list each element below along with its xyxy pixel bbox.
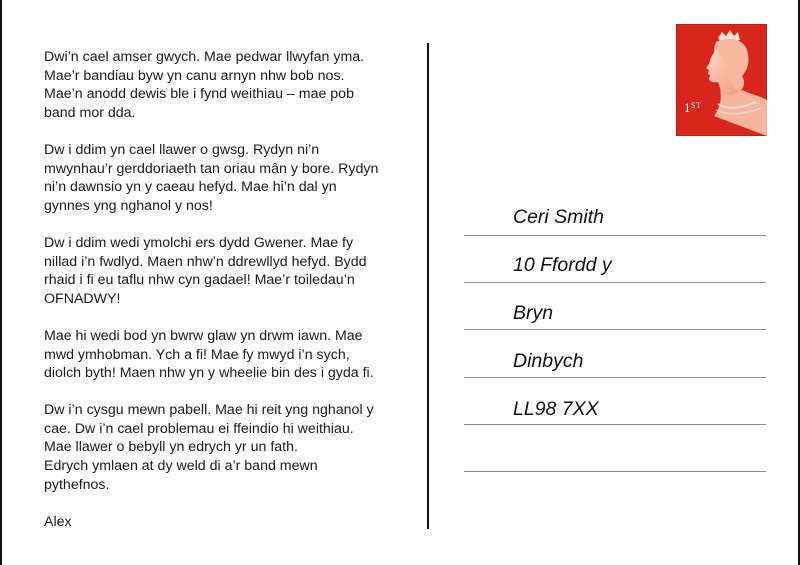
queen-profile-icon [676,24,767,136]
message-line: Dwi’n cael amser gwych. Mae pedwar llwyfan yma. [44,49,365,65]
address-line-3: Bryn [513,302,554,324]
postcard-left-edge [0,0,2,565]
address-line-1: Ceri Smith [513,206,605,228]
message-paragraph-5 [44,401,404,494]
message-paragraph-3 [44,234,404,308]
message-line: OFNADWY! [44,290,121,307]
message-line: Mae’n anodd dewis ble i fynd weithiau – mae pob [44,86,354,103]
stamp-value-number: 1 [684,100,691,115]
address-line-5: LL98 7XX [513,398,599,420]
message-line: Dw i ddim yn cael llawer o gwsg. Rydyn ni’n [44,141,320,158]
message-line: band mor dda. [44,104,136,121]
postage-stamp [676,24,767,136]
signature: Alex [44,513,72,530]
message-line: Dw i ddim wedi ymolchi ers dydd Gwener. Mae fy [44,234,354,251]
stamp-value [684,100,701,116]
address-line-4: Dinbych [513,350,584,372]
address-rule [464,235,766,236]
message-line: mwd ymhobman. Ych a fi! Mae fy mwyd i’n sych, [44,346,350,363]
message-line: Edrych ymlaen at dy weld di a’r band mewn [44,458,318,475]
message-line: gynnes yng nghanol y nos! [44,197,213,214]
message-line: Mae llawer o bebyll yn edrych yr un fath. [44,439,298,456]
address-rule [464,424,766,425]
center-divider [427,43,429,529]
message-line: Mae’r bandiau byw yn canu arnyn nhw bob nos. [44,67,345,84]
message-line: nillad i’n fwdlyd. Maen nhw’n ddrewllyd hefyd. Bydd [44,253,367,270]
message-text [44,48,404,550]
message-line: pythefnos. [44,476,110,493]
address-rule [464,329,766,330]
message-line: ni’n dawnsio yn y caeau hefyd. Mae hi’n dal yn [44,179,337,196]
message-line: mwynhau’r gerddoriaeth tan oriau mân y bore. Rydyn [44,160,379,177]
message-line: Dw i’n cysgu mewn pabell. Mae hi reit yng nghanol y [44,402,374,419]
message-line: Mae hi wedi bod yn bwrw glaw yn drwm iawn. Mae [44,327,363,344]
message-paragraph-2 [44,141,404,215]
address-rule [464,471,766,472]
address-rule [464,377,766,378]
message-line: cae. Dw i’n cael problemau ei ffeindio hi weithiau. [44,420,354,437]
message-paragraph-1 [44,48,404,122]
message-line: diolch byth! Maen nhw yn y wheelie bin des i gyda fi. [44,365,374,382]
address-rule [464,282,766,283]
stamp-value-suffix: ST [691,101,702,110]
message-line: rhaid i fi eu taflu nhw cyn gadael! Mae’r toiledau’n [44,272,355,289]
address-line-2: 10 Ffordd y [513,254,612,276]
message-paragraph-4 [44,327,404,383]
